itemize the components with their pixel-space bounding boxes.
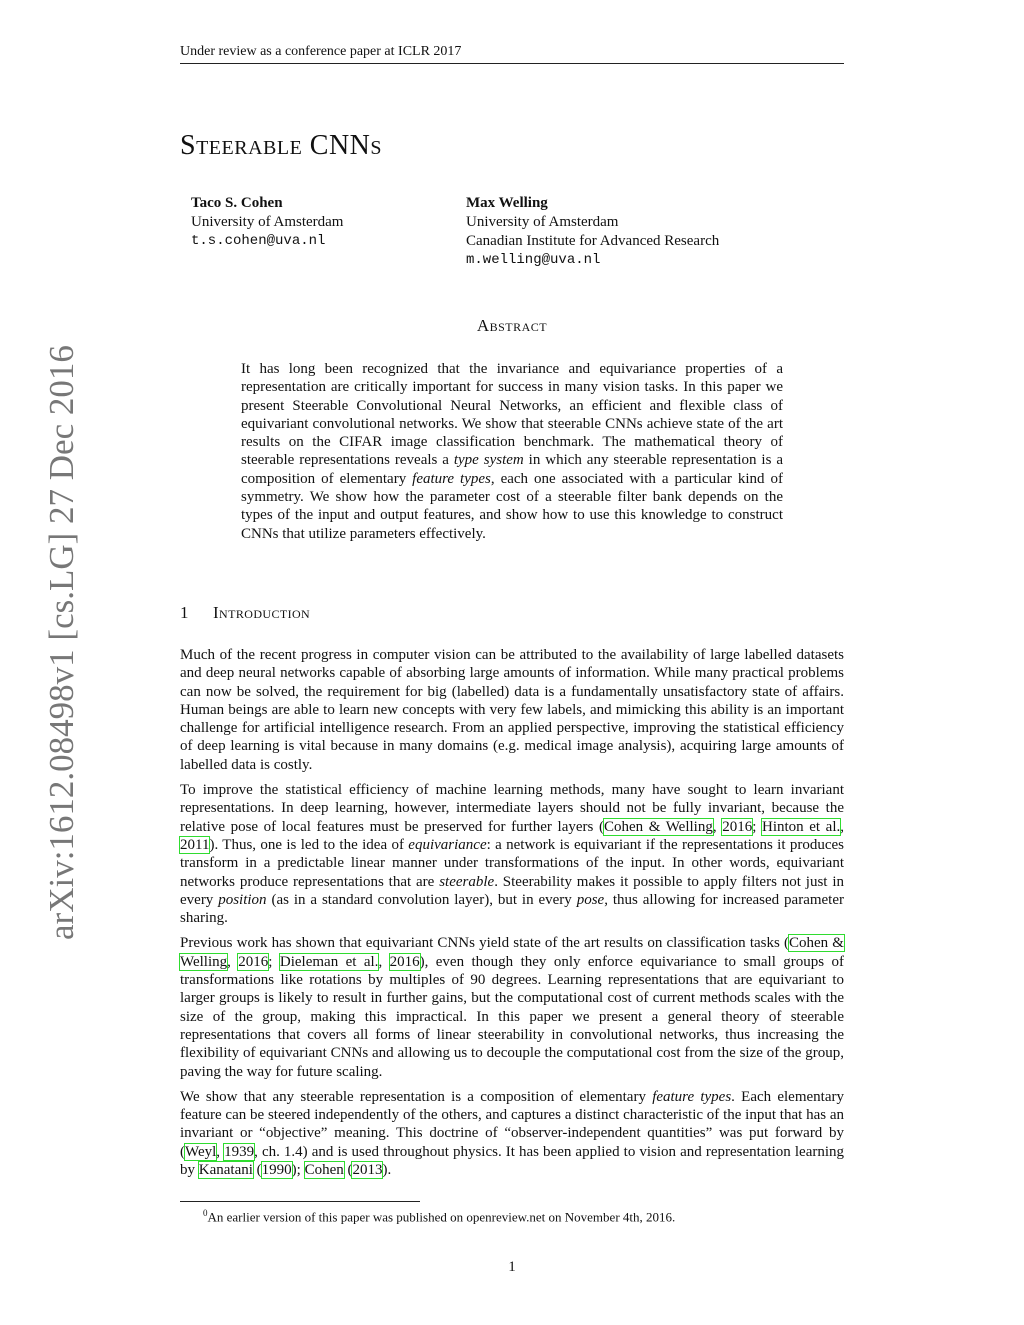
author-affiliation: Canadian Institute for Advanced Research xyxy=(466,233,720,249)
introduction-body xyxy=(180,646,844,1186)
footnote-mark: 0 xyxy=(203,1208,208,1218)
author-email[interactable]: m.welling@uva.nl xyxy=(466,252,601,268)
citation-link[interactable]: Dieleman et al. xyxy=(279,953,379,970)
author-email[interactable]: t.s.cohen@uva.nl xyxy=(191,233,326,249)
citation-link[interactable]: 2013 xyxy=(352,1162,383,1179)
citation-link[interactable]: Cohen xyxy=(304,1162,344,1179)
citation-link[interactable]: Weyl xyxy=(185,1143,217,1160)
section-heading-introduction xyxy=(180,603,310,623)
paragraph: We show that any steerable representation is a composition of elementary feature types. Each elementary feature can be steered independently of the others, and captures a distinct characteristic of the input that has an invariant or “objective” meaning. This doctrine of “observer-independent quantities” was put forward by (Weyl, 1939, ch. 1.4) and is used throughout physics. It has been applied to vision and representation learning by Kanatani (1990); Cohen (2013). xyxy=(180,1088,845,1179)
author-affiliation: University of Amsterdam xyxy=(191,214,344,230)
footnote-text: An earlier version of this paper was published on openreview.net on November 4th, 2016. xyxy=(207,1209,676,1225)
running-header: Under review as a conference paper at ICLR 2017 xyxy=(180,44,844,64)
citation-link[interactable]: Kanatani xyxy=(198,1162,253,1179)
footnote-rule xyxy=(180,1201,420,1202)
author-block-welling xyxy=(466,194,719,270)
page-number: 1 xyxy=(508,1259,516,1275)
citation-link[interactable]: Cohen & Welling xyxy=(180,935,844,970)
citation-link[interactable]: 1939 xyxy=(224,1143,255,1160)
citation-link[interactable]: 2016 xyxy=(389,953,420,970)
paragraph: Previous work has shown that equivariant CNNs yield state of the art results on classification tasks (Cohen & Welling, 2016; Dieleman et al., 2016), even though they only enforce equivariance to small groups of transformations like rotations by multiples of 90 degrees. Learning representations that are equivariant to larger groups is likely to result in further gains, but the computational cost of current methods scales with the size of the group, making this impractical. In this paper we present a general theory of steerable representations that covers all forms of linear steerability in convolutional networks, thus increasing the flexibility of equivariant CNNs and allowing us to decouple the computational cost from the size of the group, paving the way for future scaling. xyxy=(180,935,845,1080)
footnote xyxy=(203,1208,675,1225)
citation-link[interactable]: 1990 xyxy=(261,1162,292,1179)
arxiv-identifier-stamp: arXiv:1612.08498v1 [cs.LG] 27 Dec 2016 xyxy=(42,345,81,940)
citation-link[interactable]: 2011 xyxy=(180,836,210,853)
citation-link[interactable]: Cohen & Welling xyxy=(603,818,713,835)
paragraph: To improve the statistical efficiency of machine learning methods, many have sought to learn invariant representations. In deep learning, however, intermediate layers should not be fully invariant, because the relative pose of local features must be preserved for further layers (Cohen & Welling, 2016; Hinton et al., 2011). Thus, one is led to the idea of equivariance: a network is equivariant if the representations it produces transform in a predictable linear manner under transformations of the input. In other words, equivariant networks produce representations that are steerable. Steerability makes it possible to apply filters not just in every position (as in a standard convolution layer), but in every pose, thus allowing for increased parameter sharing. xyxy=(180,782,845,927)
citation-link[interactable]: Hinton et al. xyxy=(761,818,841,835)
paper-title: Steerable CNNs xyxy=(180,130,383,161)
section-number: 1 xyxy=(180,603,189,622)
abstract-text: It has long been recognized that the invariance and equivariance properties of a representation are critically important for success in many vision tasks. In this paper we present Steerable Convolutional Neural Networks, an efficient and flexible class of equivariant convolutional networks. We show that steerable CNNs achieve state of the art results on the CIFAR image classification benchmark. The mathematical theory of steerable representations reveals a type system in which any steerable representation is a composition of elementary feature types, each one associated with a particular kind of symmetry. We show how the parameter cost of a steerable filter bank depends on the types of the input and output features, and show how to use this knowledge to construct CNNs that utilize parameters effectively. xyxy=(241,361,783,542)
citation-link[interactable]: 2016 xyxy=(238,953,269,970)
author-name: Max Welling xyxy=(466,195,548,211)
citation-link[interactable]: 2016 xyxy=(722,818,753,835)
section-title: Introduction xyxy=(213,603,311,622)
author-block-cohen xyxy=(191,194,343,251)
author-name: Taco S. Cohen xyxy=(191,195,283,211)
abstract-heading: Abstract xyxy=(476,316,548,335)
author-affiliation: University of Amsterdam xyxy=(466,214,619,230)
paragraph: Much of the recent progress in computer vision can be attributed to the availability of large labelled datasets and deep neural networks capable of absorbing large amounts of information. While many practical problems can now be solved, the requirement for big (labelled) data is a fundamentally unsatisfactory state of affairs. Human beings are able to learn new concepts with very few labels, and mimicking this ability is an important challenge for artificial intelligence research. From an applied perspective, improving the statistical efficiency of deep learning is vital because in many domains (e.g. medical image analysis), acquiring large amounts of labelled data is costly. xyxy=(180,647,844,773)
